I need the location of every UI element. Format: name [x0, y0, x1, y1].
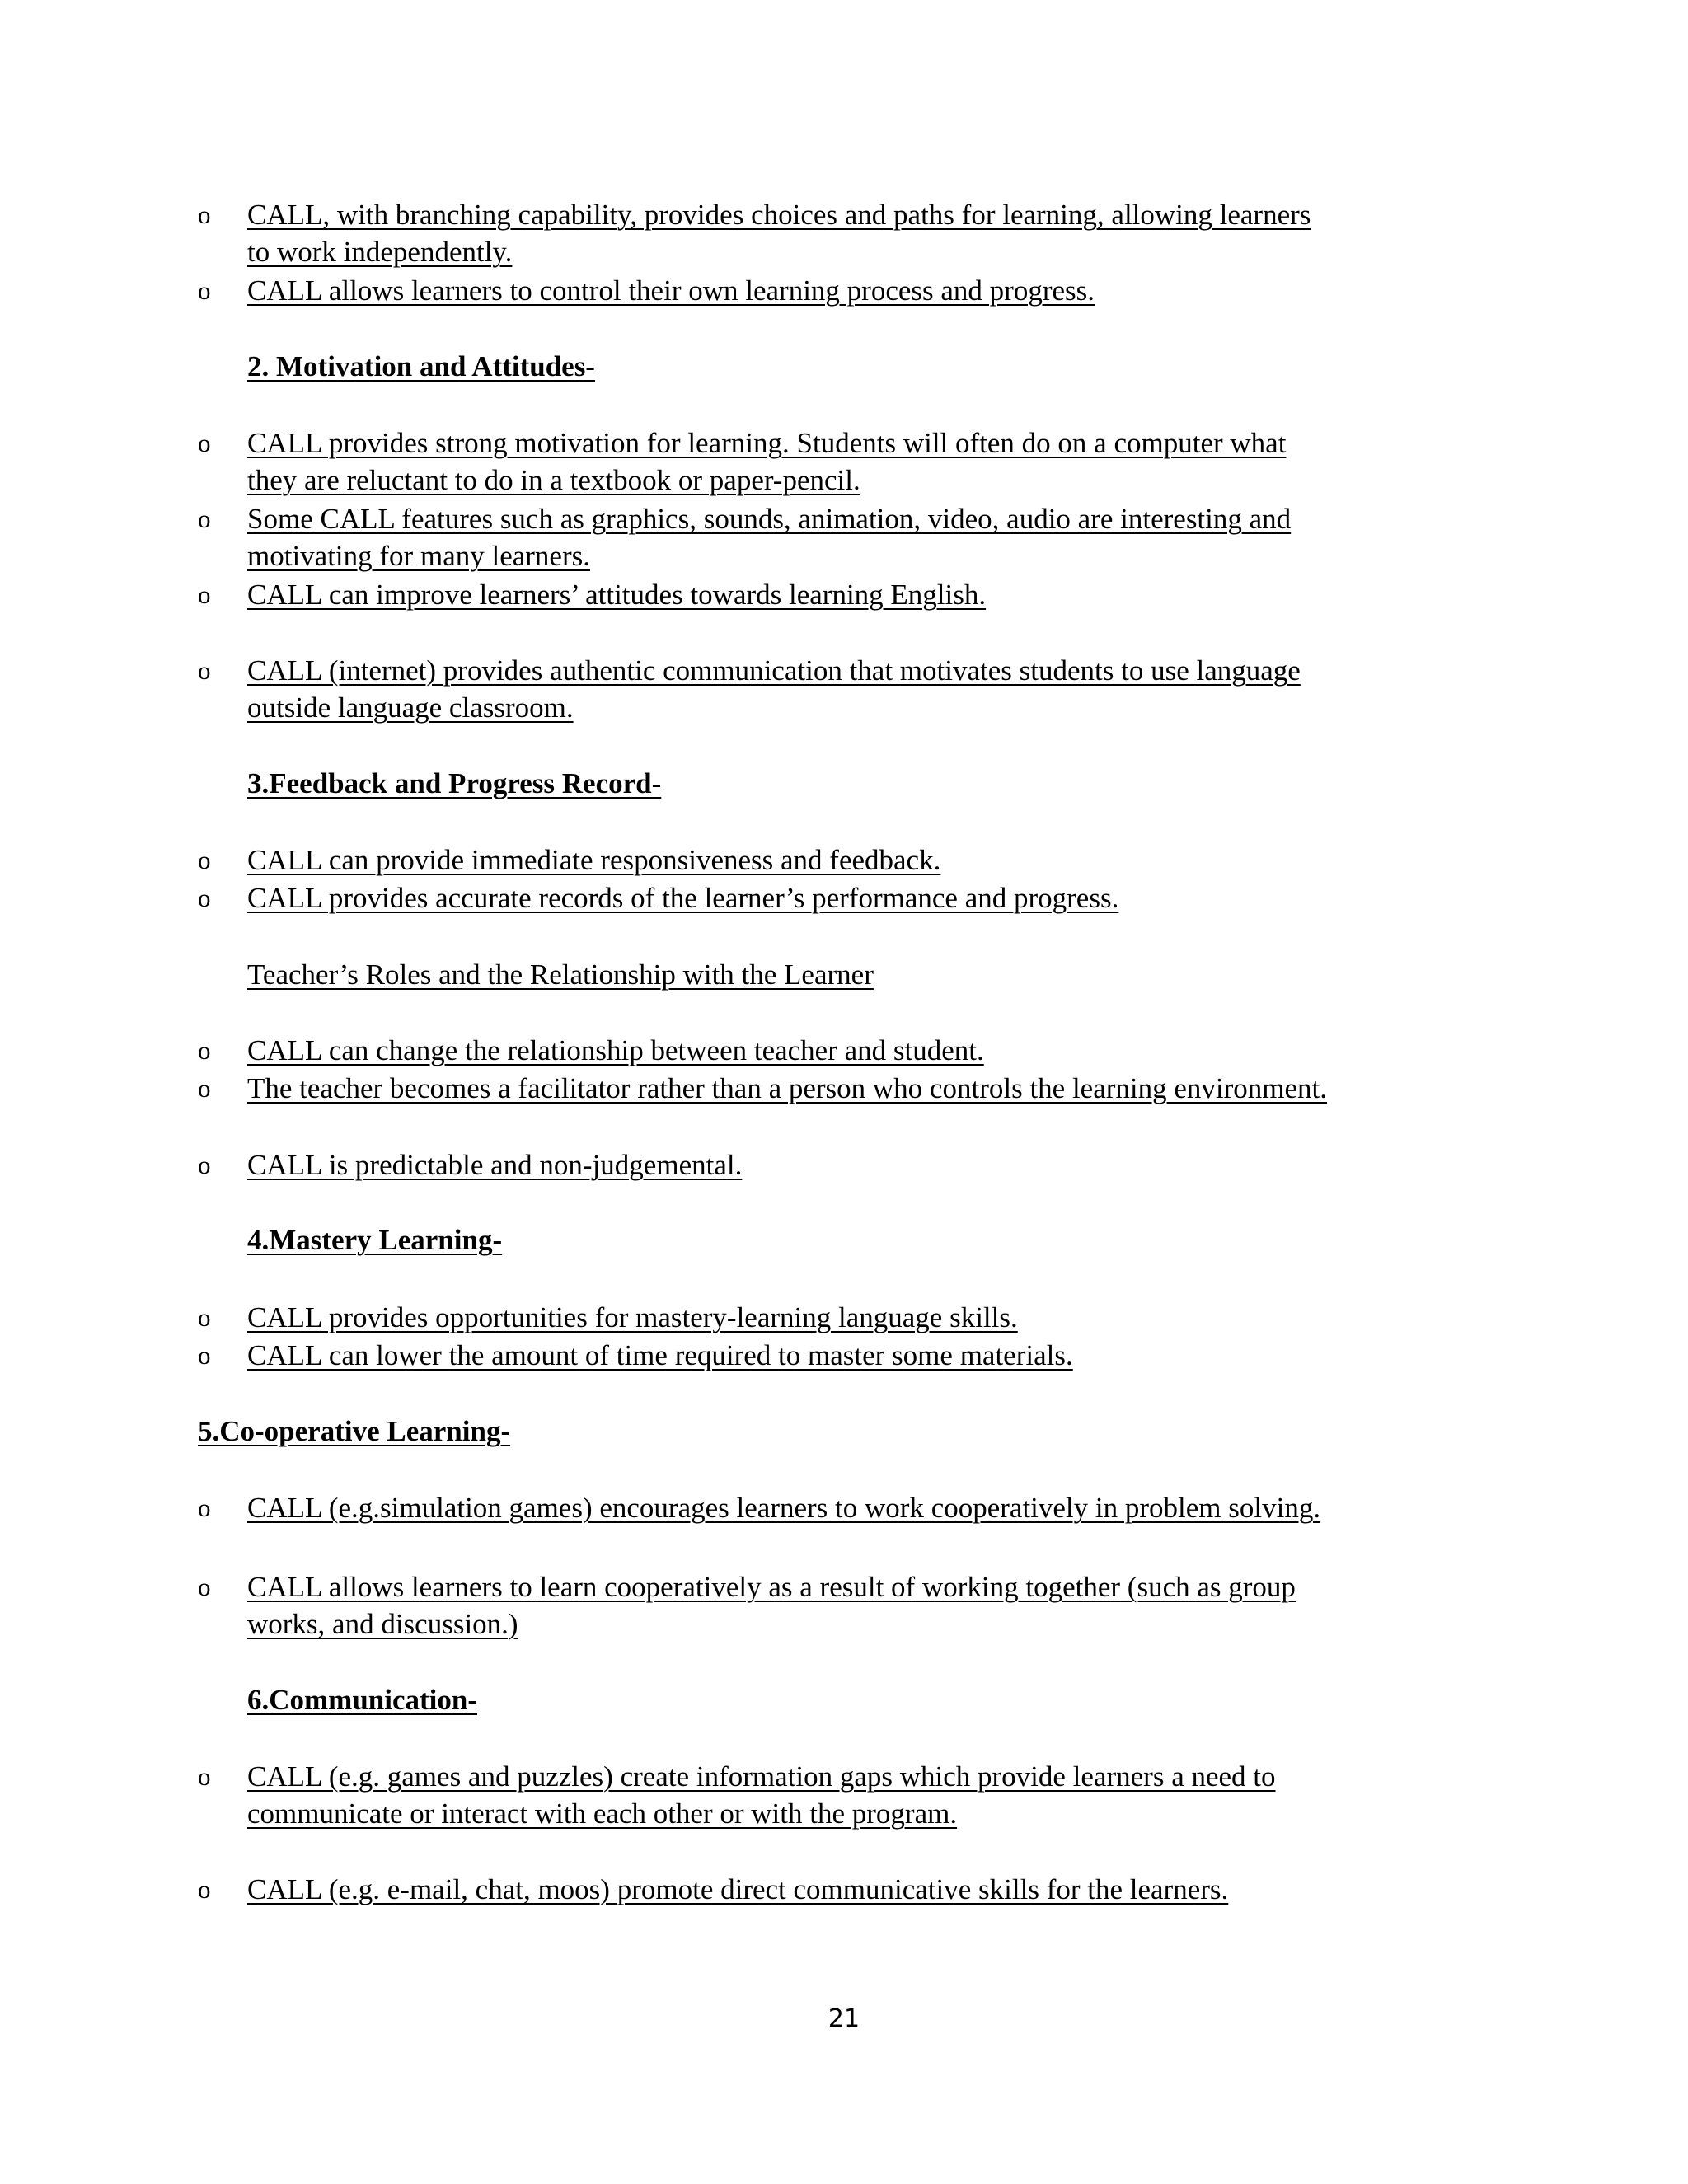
bullet-marker: o	[198, 1572, 211, 1601]
bullet-marker: o	[198, 1875, 211, 1904]
list-item-text-line: CALL (e.g. e-mail, chat, moos) promote direct communicative skills for the learners.	[247, 1873, 1229, 1905]
bullet-marker: o	[198, 200, 211, 229]
list-item-text-line: The teacher becomes a facilitator rather than a person who controls the learning environment.	[247, 1072, 1328, 1104]
subsection-heading: Teacher’s Roles and the Relationship with the Learner	[247, 958, 874, 991]
list-item-text-line: to work independently.	[247, 236, 513, 268]
list-item-text-line: works, and discussion.)	[247, 1608, 518, 1640]
list-item-text-line: CALL (e.g. games and puzzles) create information gaps which provide learners a need to	[247, 1760, 1276, 1793]
list-item-text-line: CALL (e.g.simulation games) encourages learners to work cooperatively in problem solving.	[247, 1492, 1321, 1524]
bullet-marker: o	[198, 1151, 211, 1179]
list-item-text-line: CALL provides accurate records of the learner’s performance and progress.	[247, 882, 1119, 914]
list-item-text-line: CALL can lower the amount of time required to master some materials.	[247, 1339, 1073, 1371]
list-item-text-line: CALL provides strong motivation for learning. Students will often do on a computer what	[247, 427, 1287, 459]
list-item-text-line: CALL can change the relationship between teacher and student.	[247, 1034, 984, 1066]
list-item-text-line: CALL provides opportunities for mastery-learning language skills.	[247, 1301, 1018, 1333]
list-item-text-line: CALL allows learners to learn cooperatively as a result of working together (such as group	[247, 1571, 1296, 1603]
list-item-text-line: outside language classroom.	[247, 691, 574, 724]
bullet-marker: o	[198, 1493, 211, 1522]
bullet-marker: o	[198, 1036, 211, 1065]
list-item-text-line: communicate or interact with each other or with the program.	[247, 1797, 958, 1830]
list-item-text-line: they are reluctant to do in a textbook or paper-pencil.	[247, 464, 860, 496]
section-heading: 2. Motivation and Attitudes-	[247, 350, 595, 382]
list-item-text-line: Some CALL features such as graphics, sounds, animation, video, audio are interesting and	[247, 503, 1292, 535]
bullet-marker: o	[198, 276, 211, 305]
bullet-marker: o	[198, 429, 211, 457]
list-item-text-line: CALL can provide immediate responsiveness and feedback.	[247, 844, 941, 876]
bullet-marker: o	[198, 1762, 211, 1791]
section-heading: 3.Feedback and Progress Record-	[247, 767, 662, 799]
bullet-marker: o	[198, 1303, 211, 1332]
list-item-text-line: CALL, with branching capability, provides choices and paths for learning, allowing learners	[247, 199, 1311, 231]
bullet-marker: o	[198, 846, 211, 874]
list-item-text-line: CALL (internet) provides authentic communication that motivates students to use language	[247, 654, 1301, 687]
bullet-marker: o	[198, 580, 211, 609]
section-heading: 4.Mastery Learning-	[247, 1224, 503, 1256]
bullet-marker: o	[198, 883, 211, 912]
bullet-marker: o	[198, 504, 211, 533]
list-item-text-line: CALL is predictable and non-judgemental.	[247, 1149, 743, 1181]
list-item-text-line: motivating for many learners.	[247, 540, 590, 572]
bullet-marker: o	[198, 1074, 211, 1103]
bullet-marker: o	[198, 1341, 211, 1370]
section-heading: 6.Communication-	[247, 1684, 478, 1716]
list-item-text-line: CALL can improve learners’ attitudes towards learning English.	[247, 579, 987, 611]
list-item-text-line: CALL allows learners to control their own learning process and progress.	[247, 274, 1095, 307]
page-number: 21	[828, 2004, 860, 2033]
bullet-marker: o	[198, 656, 211, 685]
section-heading: 5.Co-operative Learning-	[198, 1415, 511, 1447]
